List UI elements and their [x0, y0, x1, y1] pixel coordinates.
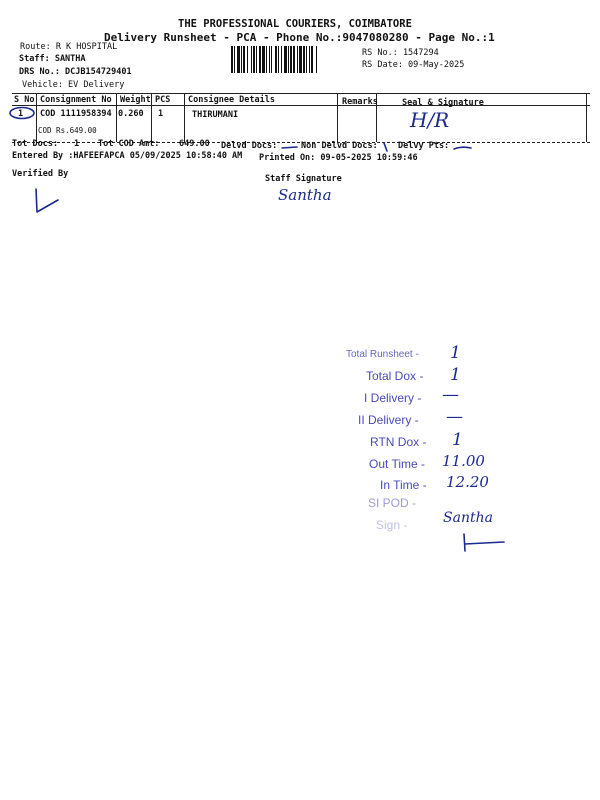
col-divider: [116, 93, 117, 142]
company-name: THE PROFESSIONAL COURIERS, COIMBATORE: [178, 18, 412, 30]
delvd-docs-label: Delvd Docs:: [221, 141, 278, 151]
row-cod-note: COD Rs.649.00: [38, 126, 97, 135]
staff: Staff: SANTHA: [19, 54, 86, 64]
barcode-bar: [234, 46, 235, 73]
stamp-signature-mark: [458, 532, 508, 554]
stamp-value-ii-delivery: —: [446, 407, 463, 427]
stamp-label-total-runsheet: Total Runsheet -: [346, 349, 419, 360]
verified-signature: [28, 186, 68, 216]
barcode-bar: [269, 46, 270, 73]
runsheet-title: Delivery Runsheet - PCA - Phone No.:9047080280 - Page No.:1: [104, 31, 495, 44]
barcode-bar: [306, 46, 307, 73]
row-sno: 1: [18, 109, 24, 119]
stamp-label-rtn-dox: RTN Dox -: [370, 435, 427, 449]
row-consignment: COD 1111958394: [40, 109, 112, 119]
delvd-dash-mark: [280, 142, 300, 152]
barcode: [230, 45, 354, 74]
col-header-consignment: Consignment No: [40, 95, 112, 105]
barcode-bar: [299, 46, 302, 73]
col-header-pcs: PCS: [155, 95, 171, 105]
stamp-label-i-delivery: I Delivery -: [364, 391, 422, 405]
barcode-bar: [275, 46, 277, 73]
barcode-bar: [316, 46, 317, 73]
table-header-border: [12, 105, 590, 106]
stamp-value-total-runsheet: 1: [450, 343, 461, 363]
rs-no: RS No.: 1547294: [362, 48, 439, 58]
tot-cod-value: 649.00: [179, 139, 210, 149]
stamp-value-total-dox: 1: [450, 365, 461, 385]
barcode-bar: [303, 46, 305, 73]
col-divider: [151, 93, 152, 142]
barcode-bar: [293, 46, 295, 73]
stamp-value-out-time: 11.00: [442, 452, 485, 470]
stamp-label-in-time: In Time -: [380, 478, 427, 492]
stamp-label-ii-delivery: II Delivery -: [358, 413, 419, 427]
stamp-value-rtn-dox: 1: [452, 430, 463, 450]
barcode-bar: [309, 46, 310, 73]
tot-docs-label: Tot Docs:: [12, 139, 59, 149]
barcode-bar: [259, 46, 261, 73]
barcode-bar: [231, 46, 233, 73]
tot-docs-value: 1: [74, 139, 80, 149]
stamp-label-si-pod: SI POD -: [368, 496, 417, 510]
staff-signature-label: Staff Signature: [265, 174, 342, 184]
barcode-bar: [262, 46, 265, 73]
col-header-remarks: Remarks: [342, 97, 378, 107]
stamp-value-i-delivery: —: [442, 385, 459, 405]
delvy-pts-mark: [452, 144, 474, 154]
barcode-bar: [290, 46, 292, 73]
non-delvd-mark: [380, 140, 392, 154]
rs-date: RS Date: 09-May-2025: [362, 60, 465, 70]
stamp-label-sign: Sign -: [376, 518, 408, 532]
barcode-bar: [241, 46, 242, 73]
delvy-pts-label: Delvy Pts:: [398, 141, 450, 151]
stamp-value-sign: Santha: [443, 510, 493, 526]
entered-by: Entered By :HAFEEFAPCA 05/09/2025 10:58:40 AM: [12, 151, 243, 161]
barcode-bar: [278, 46, 279, 73]
barcode-bar: [247, 46, 248, 73]
circle-mark: [8, 105, 38, 121]
non-delvd-label: Non Delvd Docs:: [301, 141, 378, 151]
col-header-sno: S No: [14, 95, 35, 105]
row-consignee: THIRUMANI: [192, 110, 239, 120]
col-divider: [184, 93, 185, 142]
row-weight: 0.260: [118, 109, 144, 119]
row-signature: H/R: [410, 108, 450, 132]
col-header-seal: Seal & Signature: [402, 98, 484, 108]
barcode-bar: [237, 46, 240, 73]
route: Route: R K HOSPITAL: [20, 42, 118, 52]
col-divider: [586, 93, 587, 142]
col-header-consignee: Consignee Details: [188, 95, 275, 105]
drs-no: DRS No.: DCJB154729401: [19, 67, 132, 77]
col-header-weight: Weight: [120, 95, 151, 105]
barcode-bar: [281, 46, 282, 73]
stamp-value-in-time: 12.20: [446, 473, 489, 491]
col-divider: [337, 93, 338, 142]
barcode-bar: [251, 46, 252, 73]
printed-on: Printed On: 09-05-2025 10:59:46: [259, 153, 418, 163]
tot-cod-label: Tot COD Amt:: [98, 139, 160, 149]
stamp-label-out-time: Out Time -: [369, 457, 426, 471]
barcode-bar: [288, 46, 289, 73]
table-top-border: [12, 93, 590, 94]
barcode-bar: [266, 46, 267, 73]
barcode-bar: [284, 46, 287, 73]
barcode-bar: [256, 46, 257, 73]
barcode-bar: [311, 46, 313, 73]
row-pcs: 1: [158, 109, 164, 119]
barcode-bar: [271, 46, 272, 73]
barcode-bar: [253, 46, 255, 73]
staff-signature-hand: Santha: [278, 186, 332, 204]
vehicle: Vehicle: EV Delivery: [22, 80, 125, 90]
stamp-label-total-dox: Total Dox -: [366, 369, 424, 383]
barcode-bar: [297, 46, 298, 73]
verified-by-label: Verified By: [12, 169, 69, 179]
barcode-bar: [243, 46, 245, 73]
